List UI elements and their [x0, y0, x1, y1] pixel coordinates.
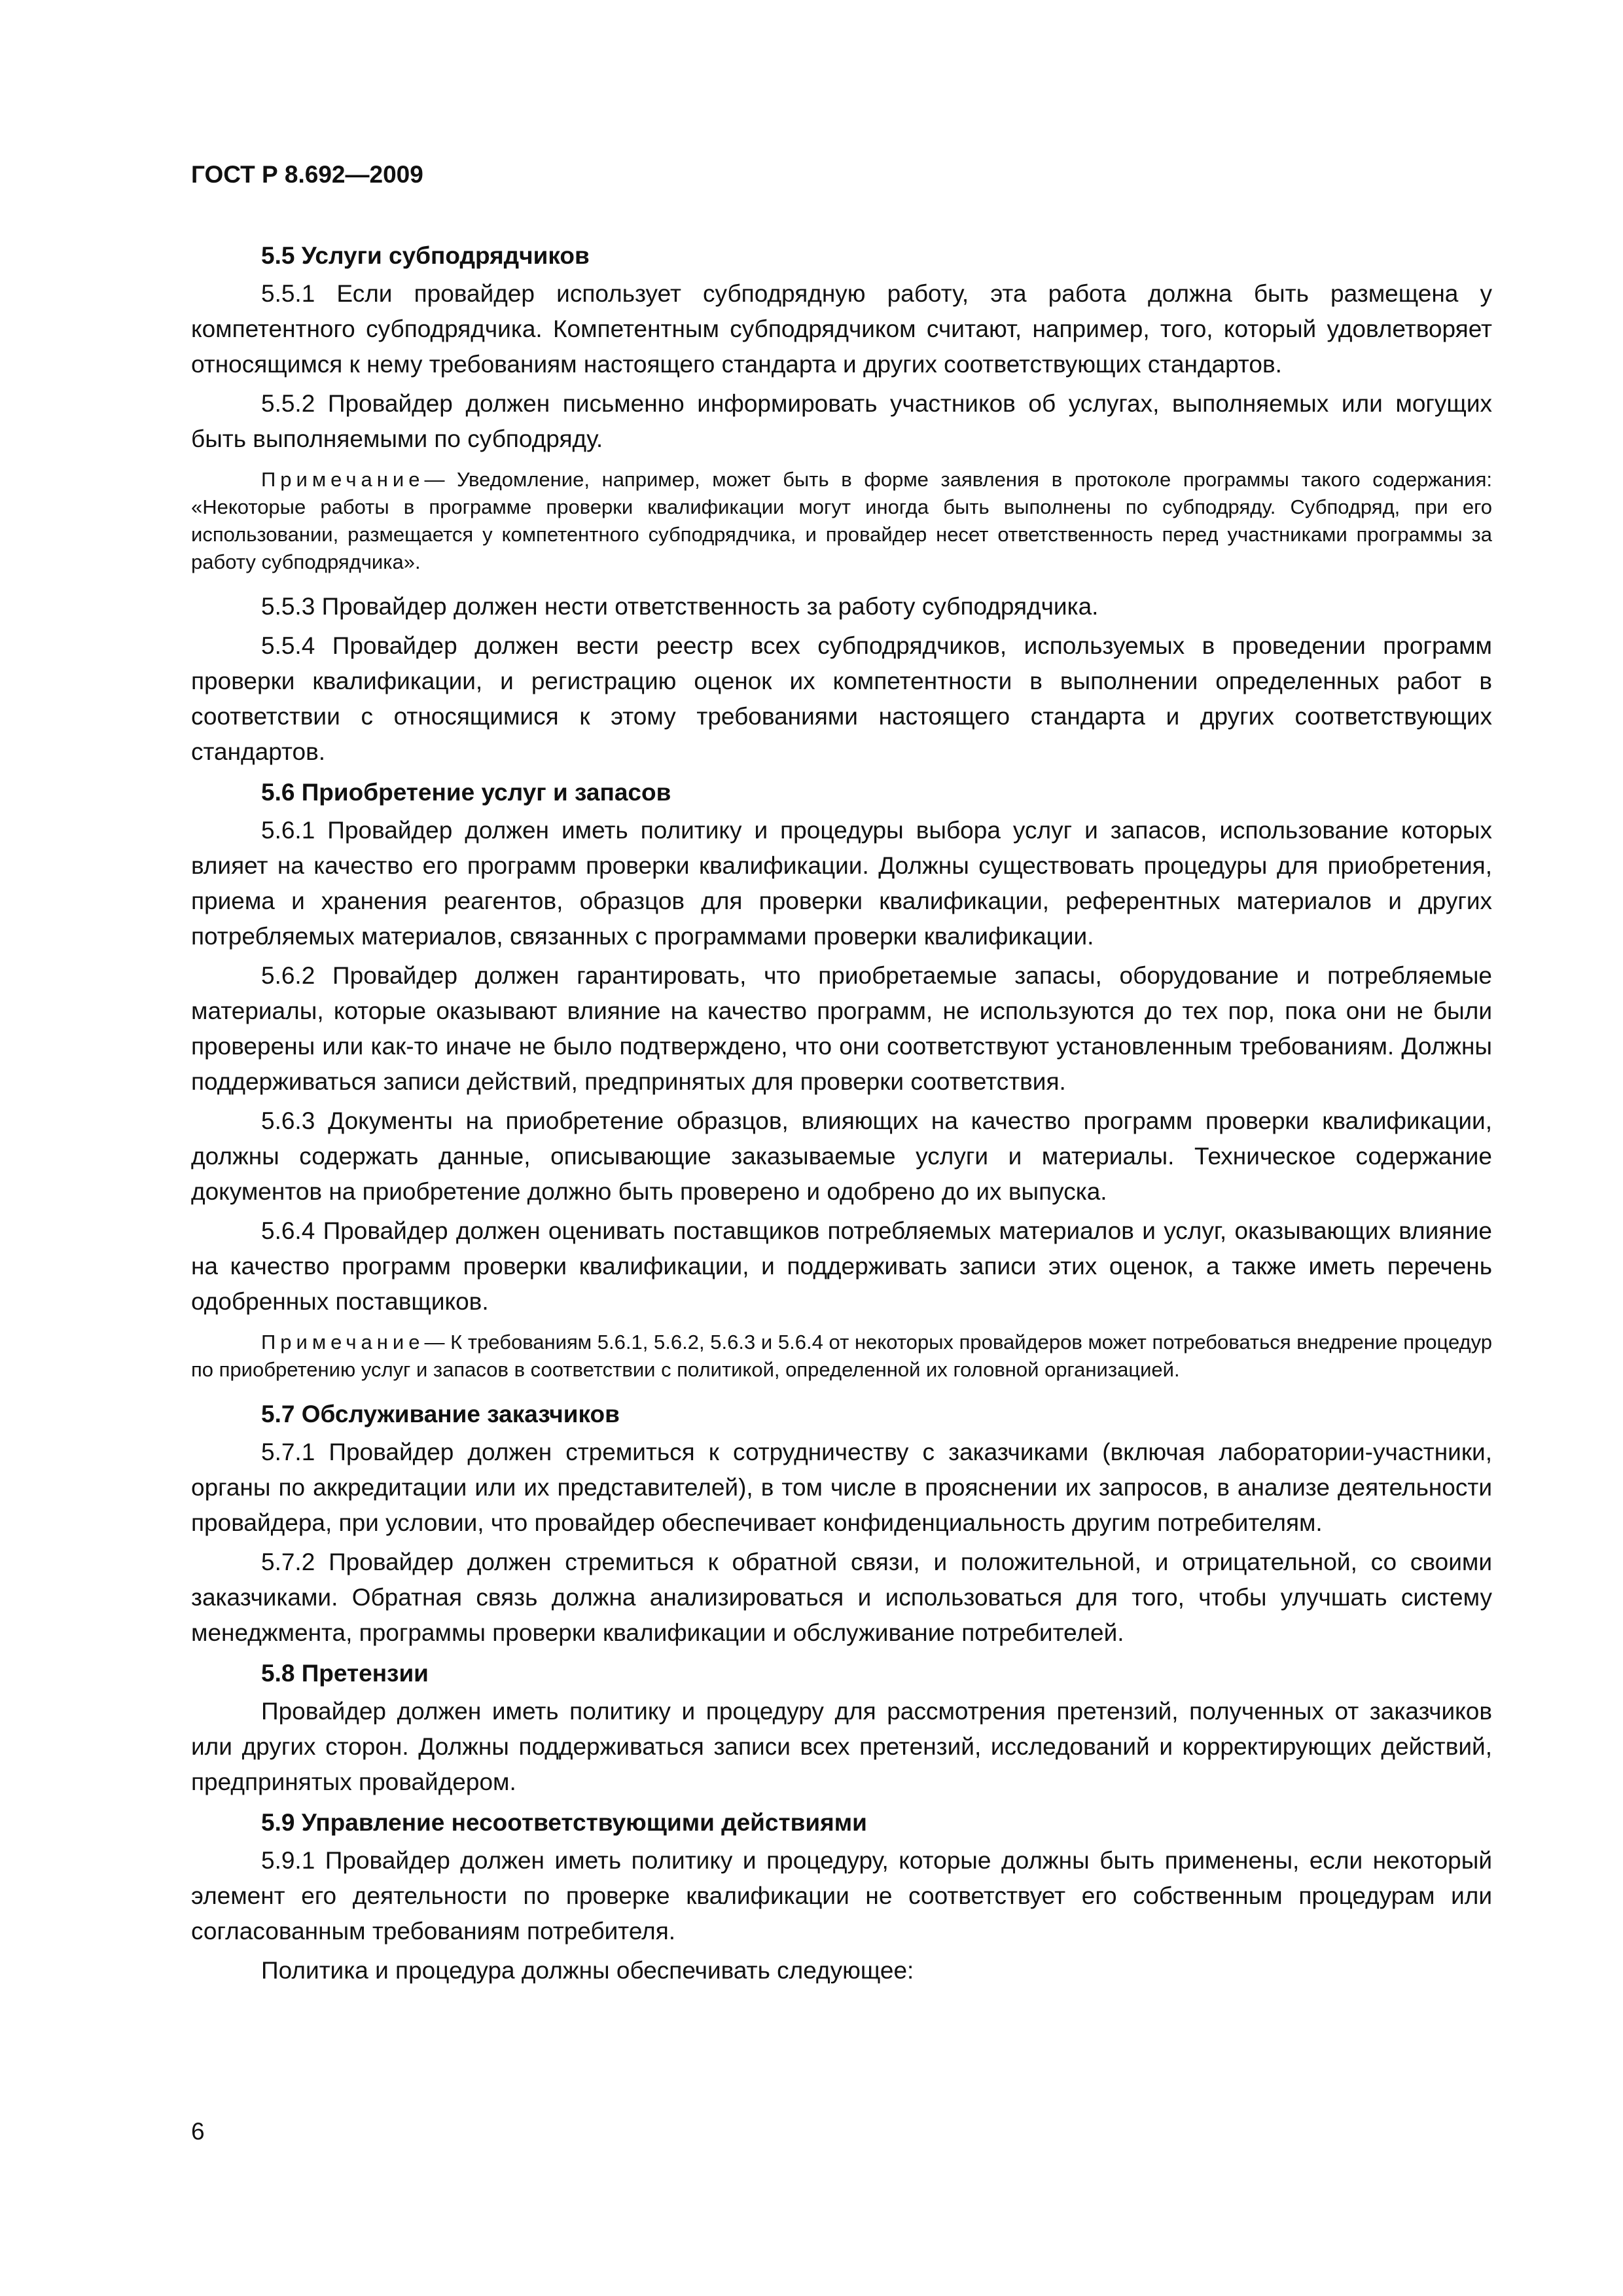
- paragraph: 5.5.2 Провайдер должен письменно информировать участников об услугах, выполняемых или могущих быть выполняемыми по субподряду.: [191, 390, 1492, 452]
- paragraph: 5.6.4 Провайдер должен оценивать поставщиков потребляемых материалов и услуг, оказывающих влияние на качество программ проверки квалификации, и поддерживать записи этих оценок, а также иметь перечень одобренных поставщиков.: [191, 1217, 1492, 1315]
- note-text: — Уведомление, например, может быть в форме заявления в протоколе программы такого содержания: «Некоторые работы в программе проверки квалификации могут иногда быть выполнены по субподряду. Субподряд, при его использовании, размещается у компетентного субподрядчика, и провайдер несет ответственность перед участниками программы за работу субподрядчика».: [191, 468, 1492, 573]
- page-number: 6: [191, 2118, 205, 2145]
- section-heading: 5.5 Услуги субподрядчиков: [261, 242, 590, 269]
- list-intro: Политика и процедура должны обеспечивать следующее:: [261, 1957, 914, 1984]
- paragraph: Провайдер должен иметь политику и процедуру для рассмотрения претензий, полученных от заказчиков или других сторон. Должны поддерживаться записи всех претензий, исследований и корректирующих действий, предпринятых провайдером.: [191, 1698, 1492, 1795]
- document-body: [191, 233, 1492, 1988]
- paragraph: 5.9.1 Провайдер должен иметь политику и процедуру, которые должны быть применены, если некоторый элемент его деятельности по проверке квалификации не соответствует его собственным процедурам или согласованным требованиям потребителя.: [191, 1847, 1492, 1945]
- paragraph: 5.5.4 Провайдер должен вести реестр всех субподрядчиков, используемых в проведении программ проверки квалификации, и регистрацию оценок их компетентности в выполнении определенных работ в соответствии с относящимися к этому требованиями настоящего стандарта и других соответствующих стандартов.: [191, 632, 1492, 765]
- note: [191, 1329, 1492, 1384]
- note: [191, 466, 1492, 576]
- paragraph: 5.6.3 Документы на приобретение образцов, влияющих на качество программ проверки квалификации, должны содержать данные, описывающие заказываемые услуги и материалы. Техническое содержание документов на приобретение должно быть проверено и одобрено до их выпуска.: [191, 1107, 1492, 1205]
- section-heading: 5.8 Претензии: [261, 1660, 429, 1687]
- paragraph: 5.5.3 Провайдер должен нести ответственность за работу субподрядчика.: [261, 593, 1099, 620]
- section-heading: 5.7 Обслуживание заказчиков: [261, 1401, 620, 1427]
- paragraph: 5.6.1 Провайдер должен иметь политику и процедуры выбора услуг и запасов, использование которых влияет на качество его программ проверки квалификации. Должны существовать процедуры для приобретения, приема и хранения реагентов, образцов для проверки квалификации, референтных материалов и других потребляемых материалов, связанных с программами проверки квалификации.: [191, 817, 1492, 950]
- paragraph: 5.7.2 Провайдер должен стремиться к обратной связи, и положительной, и отрицательной, со своими заказчиками. Обратная связь должна анализироваться и использоваться для того, чтобы улучшать систему менеджмента, программы проверки квалификации и обслуживание потребителей.: [191, 1549, 1492, 1646]
- paragraph: 5.5.1 Если провайдер использует субподрядную работу, эта работа должна быть размещена у компетентного субподрядчика. Компетентным субподрядчиком считают, например, того, который удовлетворяет относящимся к нему требованиям настоящего стандарта и других соответствующих стандартов.: [191, 280, 1492, 378]
- section-heading: 5.6 Приобретение услуг и запасов: [261, 779, 671, 806]
- paragraph: 5.7.1 Провайдер должен стремиться к сотрудничеству с заказчиками (включая лаборатории-участники, органы по аккредитации или их представителей), в том числе в прояснении их запросов, в анализе деятельности провайдера, при условии, что провайдер обеспечивает конфиденциальность другим потребителям.: [191, 1439, 1492, 1536]
- note-label: Примечание: [261, 1331, 425, 1354]
- paragraph: 5.6.2 Провайдер должен гарантировать, что приобретаемые запасы, оборудование и потребляемые материалы, которые оказывают влияние на качество программ, не используются до тех пор, пока они не были проверены или как-то иначе не было подтверждено, что они соответствуют установленным требованиям. Должны поддерживаться записи действий, предпринятых для проверки соответствия.: [191, 962, 1492, 1095]
- section-heading: 5.9 Управление несоответствующими действиями: [261, 1809, 867, 1836]
- note-text: — К требованиям 5.6.1, 5.6.2, 5.6.3 и 5.6.4 от некоторых провайдеров может потребоваться внедрение процедур по приобретению услуг и запасов в соответствии с политикой, определенной их головной организацией.: [191, 1331, 1492, 1381]
- standard-header: ГОСТ Р 8.692—2009: [191, 161, 423, 188]
- note-label: Примечание: [261, 468, 425, 491]
